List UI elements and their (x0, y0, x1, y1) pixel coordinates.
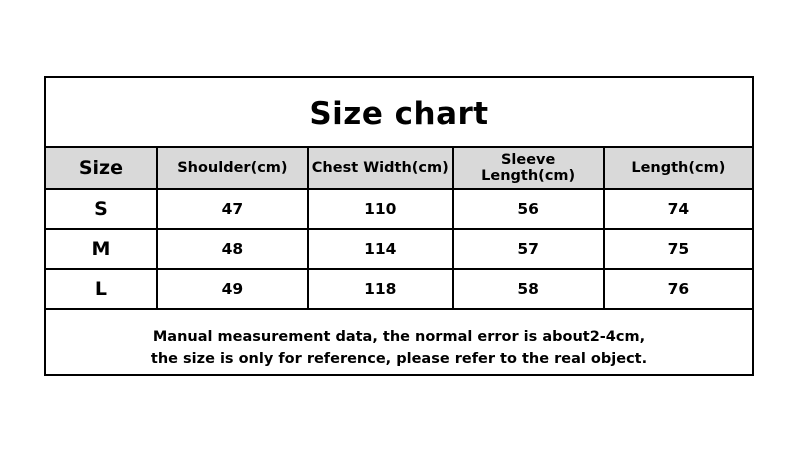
measurement-note-line-2: the size is only for reference, please refer to the real object. (150, 351, 648, 368)
measurement-note (46, 326, 752, 371)
column-header-size: Size (46, 147, 157, 189)
cell-shoulder: 47 (157, 189, 308, 229)
cell-sleeve-length: 56 (453, 189, 604, 229)
cell-chest-width: 118 (308, 269, 453, 309)
cell-size: L (46, 269, 157, 309)
table-row (46, 269, 752, 309)
cell-length: 75 (604, 229, 752, 269)
cell-length: 74 (604, 189, 752, 229)
column-header-length: Length(cm) (604, 147, 752, 189)
column-header-sleeve-length: Sleeve Length(cm) (453, 147, 604, 189)
column-header-shoulder: Shoulder(cm) (157, 147, 308, 189)
cell-sleeve-length: 58 (453, 269, 604, 309)
table-header-row (46, 147, 752, 189)
column-header-chest-width: Chest Width(cm) (308, 147, 453, 189)
cell-shoulder: 49 (157, 269, 308, 309)
cell-shoulder: 48 (157, 229, 308, 269)
table-row (46, 229, 752, 269)
cell-chest-width: 114 (308, 229, 453, 269)
measurement-note-line-1: Manual measurement data, the normal error is about2-4cm, (152, 329, 646, 345)
size-chart-container (44, 76, 754, 376)
cell-size: M (46, 229, 157, 269)
cell-length: 76 (604, 269, 752, 309)
cell-chest-width: 110 (308, 189, 453, 229)
size-chart-table (46, 146, 752, 310)
table-row (46, 189, 752, 229)
page-title: Size chart (309, 96, 489, 132)
cell-size: S (46, 189, 157, 229)
cell-sleeve-length: 57 (453, 229, 604, 269)
